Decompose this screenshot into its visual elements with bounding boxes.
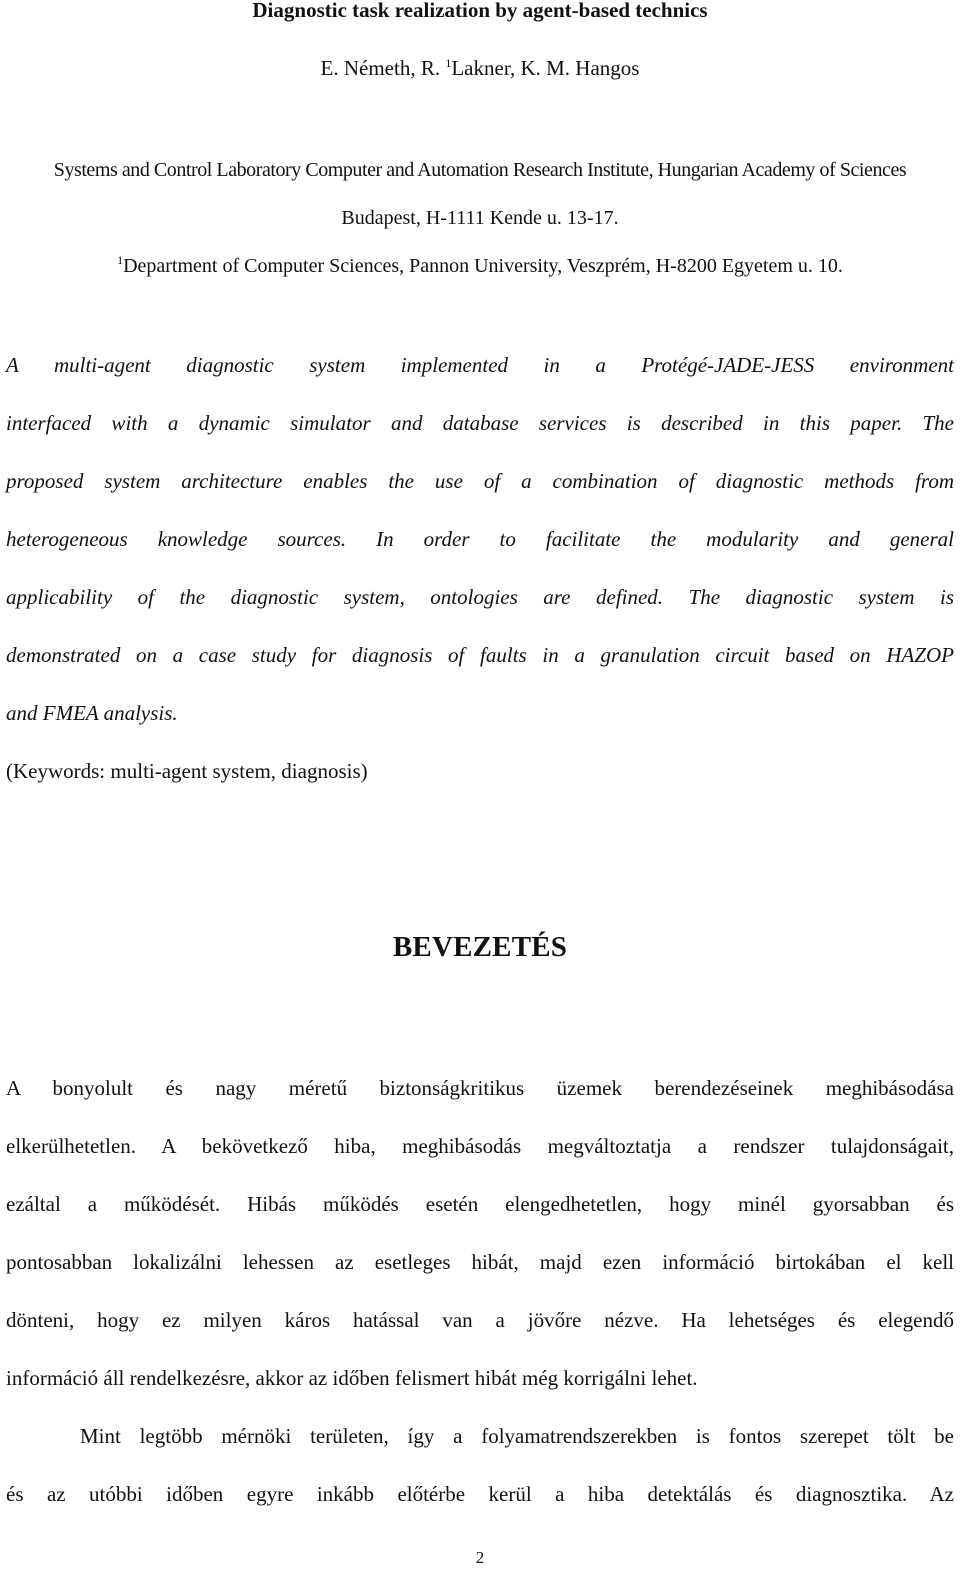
body-line: Mint legtöbb mérnöki területen, így a folyamatrendszerekben is fontos szerepet tölt be (80, 1424, 954, 1448)
author-text-after: Lakner, K. M. Hangos (451, 56, 640, 80)
keywords: (Keywords: multi-agent system, diagnosis) (6, 759, 368, 783)
body-line: ezáltal a működését. Hibás működés esetén elengedhetetlen, hogy minél gyorsabban és (6, 1192, 954, 1216)
abstract-line: applicability of the diagnostic system, ontologies are defined. The diagnostic system is (6, 585, 954, 609)
paper-title: Diagnostic task realization by agent-based technics (252, 0, 708, 22)
affiliation-secondary (6, 253, 954, 279)
abstract-line: proposed system architecture enables the use of a combination of diagnostic methods from (6, 469, 954, 493)
author-line (6, 55, 954, 81)
page-number: 2 (475, 1548, 485, 1567)
body-line: és az utóbbi időben egyre inkább előtérbe kerül a hiba detektálás és diagnosztika. Az (6, 1482, 954, 1506)
author-text-before: E. Németh, R. (320, 56, 446, 80)
affiliation-secondary-text: Department of Computer Sciences, Pannon University, Veszprém, H-8200 Egyetem u. 10. (123, 255, 843, 277)
author-superscript: 1 (445, 56, 452, 70)
body-line: elkerülhetetlen. A bekövetkező hiba, meghibásodás megváltoztatja a rendszer tulajdonságait, (6, 1134, 954, 1158)
section-heading: BEVEZETÉS (392, 931, 568, 963)
abstract-line: and FMEA analysis. (6, 701, 178, 725)
body-line: A bonyolult és nagy méretű biztonságkritikus üzemek berendezéseinek meghibásodása (6, 1076, 954, 1100)
body-line: információ áll rendelkezésre, akkor az időben felismert hibát még korrigálni lehet. (6, 1366, 698, 1390)
abstract-line: interfaced with a dynamic simulator and database services is described in this paper. The (6, 411, 954, 435)
abstract-line: heterogeneous knowledge sources. In order to facilitate the modularity and general (6, 527, 954, 551)
body-line: dönteni, hogy ez milyen káros hatással van a jövőre nézve. Ha lehetséges és elegendő (6, 1308, 954, 1332)
abstract-line: demonstrated on a case study for diagnosis of faults in a granulation circuit based on HAZOP (6, 643, 954, 667)
affiliation-primary: Systems and Control Laboratory Computer and Automation Research Institute, Hungarian Academy of Sciences (53, 159, 907, 181)
affiliation-address: Budapest, H-1111 Kende u. 13-17. (341, 207, 619, 229)
body-line: pontosabban lokalizálni lehessen az esetleges hibát, majd ezen információ birtokában el kell (6, 1250, 954, 1274)
affiliation-superscript: 1 (117, 253, 124, 267)
abstract-line: A multi-agent diagnostic system implemented in a Protégé-JADE-JESS environment (6, 353, 954, 377)
